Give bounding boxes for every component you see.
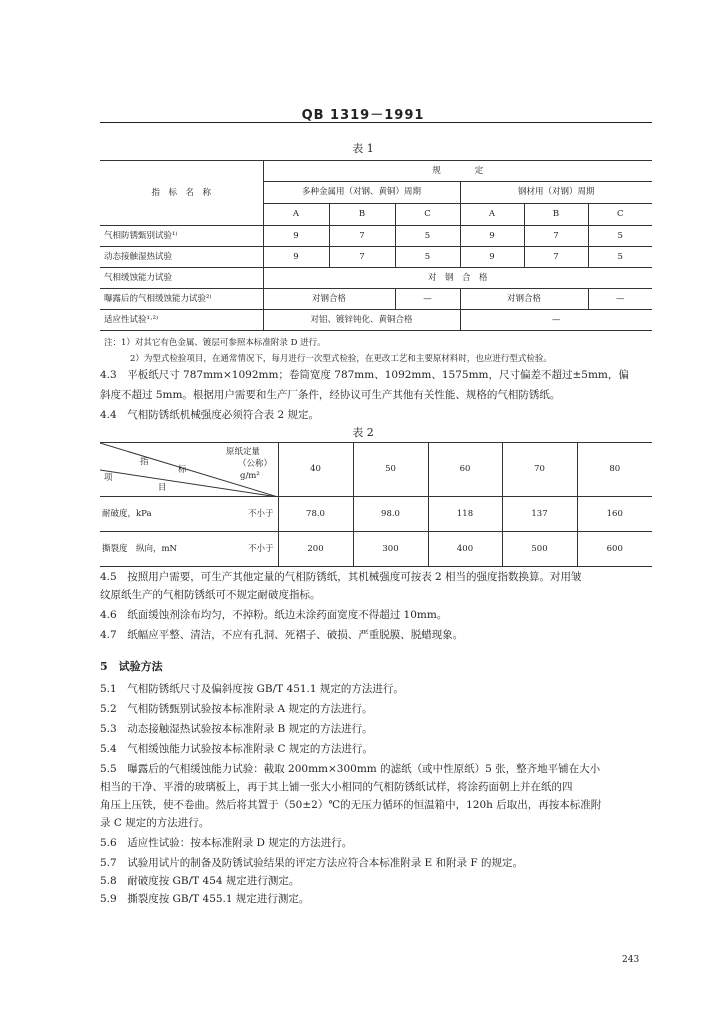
table1-note-2: 2）为型式检验项目，在通常情况下，每月进行一次型式检验，在更改工艺和主要原材料时，也应进行型式检验。 (130, 354, 552, 364)
value-cell: 98.0 (353, 497, 428, 532)
corner-label-mu: 目 (158, 483, 167, 493)
item-5-3: 5.3 动态接触湿热试验按本标准附录 B 规定的方法进行。 (100, 723, 373, 735)
grade-cell: C (588, 204, 652, 226)
value-cell: 7 (524, 247, 588, 268)
row-limit: 不小于 (247, 509, 274, 519)
item-5-7: 5.7 试验用试片的制备及防锈试验结果的评定方法应符合本标准附录 E 和附录 F 的规定。 (100, 857, 523, 869)
table2-caption: 表 2 (352, 426, 374, 439)
corner-label-zhi: 指 (140, 457, 149, 467)
table1-indicator-header: 指 标 名 称 (100, 161, 263, 226)
merged-value-cell: 对 钢 合 格 (263, 268, 652, 289)
para-4-5-line2: 纹原纸生产的气相防锈纸可不规定耐破度指标。 (100, 589, 321, 601)
para-5-5-line3: 角压上压铁，使不卷曲。然后将其置于（50±2）℃的无压力循环的恒温箱中，120h 后取出，再按本标准附 (100, 799, 602, 811)
corner-label-biao: 标 (178, 465, 187, 475)
table-row (100, 268, 652, 289)
corner-label-weight: 原纸定量 (226, 447, 261, 457)
value-cell: 500 (502, 532, 577, 567)
table-row (100, 289, 652, 310)
value-cell: 137 (502, 497, 577, 532)
para-4-6: 4.6 纸面缓蚀剂涂布均匀，不掉粉。纸边未涂药面宽度不得超过 10mm。 (100, 609, 448, 621)
section-5-title: 5 试验方法 (100, 660, 163, 673)
value-cell: 7 (524, 226, 588, 247)
value-cell: 对铝、镀锌钝化、黄铜合格 (263, 310, 460, 331)
grade-cell: B (524, 204, 588, 226)
grade-cell: A (460, 204, 524, 226)
page-number: 243 (622, 955, 640, 965)
gram-header: 50 (353, 443, 428, 497)
value-cell: 9 (460, 226, 524, 247)
value-cell: — (460, 310, 652, 331)
table-row (100, 497, 652, 532)
grade-cell: A (263, 204, 329, 226)
standard-header: QB 1319－1991 (301, 108, 425, 123)
row-name: 撕裂度 纵向，mN (102, 544, 177, 554)
header-rule (100, 122, 652, 123)
row-name: 耐破度，kPa (102, 509, 152, 519)
para-5-5-line2: 相当的干净、平滑的玻璃板上，再于其上铺一张大小相同的气相防锈纸试样，将涂药面朝上并在纸的四 (100, 781, 573, 793)
item-5-9: 5.9 撕裂度按 GB/T 455.1 规定进行测定。 (100, 893, 310, 905)
value-cell: 对钢合格 (460, 289, 588, 310)
row-name-cell (100, 497, 278, 532)
value-cell: 对钢合格 (263, 289, 395, 310)
row-limit: 不小于 (247, 544, 274, 554)
table-row (100, 226, 652, 247)
para-4-4: 4.4 气相防锈纸机械强度必须符合表 2 规定。 (100, 409, 320, 421)
value-cell: 200 (278, 532, 353, 567)
value-cell: 5 (395, 226, 460, 247)
item-5-4: 5.4 气相缓蚀能力试验按本标准附录 C 规定的方法进行。 (100, 743, 373, 755)
value-cell: 5 (395, 247, 460, 268)
item-5-6: 5.6 适应性试验：按本标准附录 D 规定的方法进行。 (100, 837, 353, 849)
table-row (100, 532, 652, 567)
value-cell: — (395, 289, 460, 310)
item-5-1: 5.1 气相防锈纸尺寸及偏斜度按 GB/T 451.1 规定的方法进行。 (100, 683, 404, 695)
para-5-5-line4: 录 C 规定的方法进行。 (100, 817, 210, 829)
table2 (100, 442, 652, 567)
para-4-3-line2: 斜度不超过 5mm。根据用户需要和生产厂条件，经协议可生产其他有关性能、规格的气相防锈纸。 (100, 389, 561, 401)
table1-group2-header: 钢材用（对钢）周期 (460, 182, 652, 204)
value-cell: 300 (353, 532, 428, 567)
corner-label-unit: g/m² (240, 471, 260, 481)
corner-label-nominal: （公称） (238, 459, 273, 469)
para-4-7: 4.7 纸幅应平整、清洁，不应有孔洞、死褶子、破损、严重脱膜、脱蜡现象。 (100, 629, 464, 641)
row-name: 适应性试验¹·²⁾ (100, 310, 263, 331)
table1-group1-header: 多种金属用（对钢、黄铜）周期 (263, 182, 460, 204)
table1 (100, 160, 652, 331)
table1-spec-header: 规 定 (263, 161, 652, 182)
value-cell: 9 (263, 247, 329, 268)
item-5-8: 5.8 耐破度按 GB/T 454 规定进行测定。 (100, 875, 300, 887)
value-cell: 78.0 (278, 497, 353, 532)
gram-header: 40 (278, 443, 353, 497)
table2-corner-cell (100, 443, 278, 497)
grade-cell: B (329, 204, 395, 226)
grade-cell: C (395, 204, 460, 226)
row-name: 曝露后的气相缓蚀能力试验²⁾ (100, 289, 263, 310)
para-5-5-line1: 5.5 曝露后的气相缓蚀能力试验：截取 200mm×300mm 的滤纸（或中性原纸）5 张，整齐地平铺在大小 (100, 763, 601, 775)
value-cell: 9 (263, 226, 329, 247)
value-cell: 400 (428, 532, 502, 567)
row-name: 气相防锈甄别试验¹⁾ (100, 226, 263, 247)
item-5-2: 5.2 气相防锈甄别试验按本标准附录 A 规定的方法进行。 (100, 703, 373, 715)
row-name: 动态接触湿热试验 (100, 247, 263, 268)
para-4-5-line1: 4.5 按照用户需要，可生产其他定量的气相防锈纸，其机械强度可按表 2 相当的强度指数换算。对用皱 (100, 571, 582, 583)
value-cell: 118 (428, 497, 502, 532)
table-row (100, 310, 652, 331)
value-cell: 7 (329, 226, 395, 247)
gram-header: 70 (502, 443, 577, 497)
table1-note-1: 注：1）对其它有色金属、镀层可参照本标准附录 D 进行。 (104, 338, 326, 348)
value-cell: 5 (588, 226, 652, 247)
value-cell: — (588, 289, 652, 310)
table-row (100, 247, 652, 268)
row-name: 气相缓蚀能力试验 (100, 268, 263, 289)
gram-header: 80 (577, 443, 652, 497)
row-name-cell (100, 532, 278, 567)
table1-caption: 表 1 (352, 142, 374, 155)
gram-header: 60 (428, 443, 502, 497)
para-4-3-line1: 4.3 平板纸尺寸 787mm×1092mm；卷筒宽度 787mm、1092mm、1575mm，尺寸偏差不超过±5mm，偏 (100, 369, 629, 381)
value-cell: 7 (329, 247, 395, 268)
value-cell: 160 (577, 497, 652, 532)
value-cell: 9 (460, 247, 524, 268)
corner-label-xiang: 项 (104, 473, 113, 483)
value-cell: 5 (588, 247, 652, 268)
value-cell: 600 (577, 532, 652, 567)
